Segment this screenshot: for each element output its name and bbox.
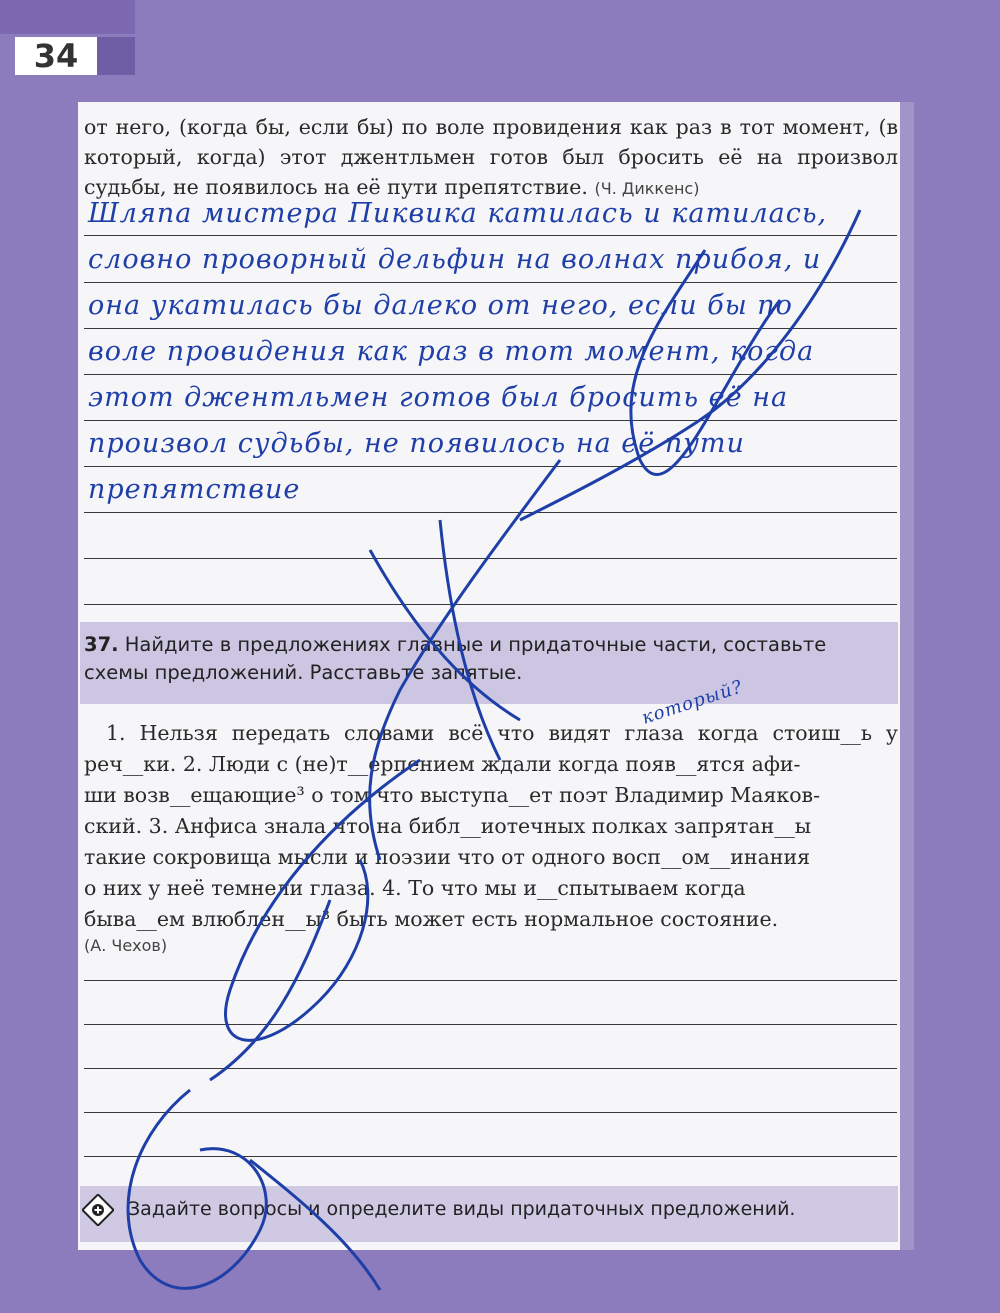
answer-rule: [84, 282, 897, 283]
continued-exercise-text: от него, (когда бы, если бы) по воле провидения как раз в тот момент, (в который, когда) этот джентльмен готов был бросить её на произвол судьбы, не появилось на её пути препятствие.: [84, 115, 898, 199]
exercise-37-source: (А. Чехов): [84, 936, 168, 955]
page-header-tab: [0, 0, 135, 34]
handwritten-line: произвол судьбы, не появилось на её пути: [88, 428, 745, 459]
continued-exercise-source: (Ч. Диккенс): [594, 179, 700, 198]
blank-rule: [84, 1112, 897, 1113]
handwritten-line: воле провидения как раз в тот момент, когда: [88, 336, 815, 367]
answer-rule: [84, 466, 897, 467]
blank-rule: [84, 980, 897, 981]
exercise-line: такие сокровища мысли и поэзии что от одного восп__ом__инания: [84, 845, 811, 869]
exercise-37-number: 37.: [84, 633, 119, 656]
blank-rule: [84, 1156, 897, 1157]
exercise-37-instruction: Найдите в предложениях главные и придаточные части, составьте схемы предложений. Расставьте запятые.: [84, 633, 827, 684]
exercise-line: ский. 3. Анфиса знала что на библ__иотечных полках запрятан__ы: [84, 814, 812, 838]
page-number: 34: [15, 37, 97, 75]
exercise-37-instruction-block: [84, 631, 894, 687]
handwritten-line: словно проворный дельфин на волнах прибоя, и: [88, 244, 822, 275]
exercise-37-body: [84, 718, 898, 935]
continued-exercise: [84, 112, 898, 204]
task-diamond-icon: [82, 1194, 114, 1226]
answer-rule: [84, 420, 897, 421]
handwritten-line: этот джентльмен готов был бросить её на: [88, 382, 789, 413]
answer-rule: [84, 374, 897, 375]
page-number-accent: [97, 37, 135, 75]
exercise-line: о них у неё темнели глаза. 4. То что мы и__спытываем когда: [84, 876, 746, 900]
handwritten-note: который?: [639, 676, 746, 729]
answer-rule: [84, 604, 897, 605]
answer-rule: [84, 558, 897, 559]
exercise-line: ши возв__ещающие³ о том что выступа__ет поэт Владимир Маяков-: [84, 783, 821, 807]
footer-task-text: Задайте вопросы и определите виды придаточных предложений.: [128, 1198, 796, 1220]
blank-rule: [84, 1024, 897, 1025]
exercise-line: быва__ем влюблен__ы³ быть может есть нормальное состояние.: [84, 907, 779, 931]
handwritten-line: она укатилась бы далеко от него, если бы по: [88, 290, 793, 321]
handwritten-line: Шляпа мистера Пиквика катилась и катилась,: [88, 198, 828, 229]
answer-rule: [84, 512, 897, 513]
exercise-line: 1. Нельзя передать словами всё что видят глаза когда стоиш__ь у реч__ки. 2. Люди с (не)т__ерпением ждали когда появ__ятся афи-: [84, 721, 898, 776]
answer-rule: [84, 328, 897, 329]
answer-rule: [84, 235, 897, 236]
sheet-edge: [900, 102, 914, 1250]
handwritten-line: препятствие: [88, 474, 301, 505]
blank-rule: [84, 1068, 897, 1069]
